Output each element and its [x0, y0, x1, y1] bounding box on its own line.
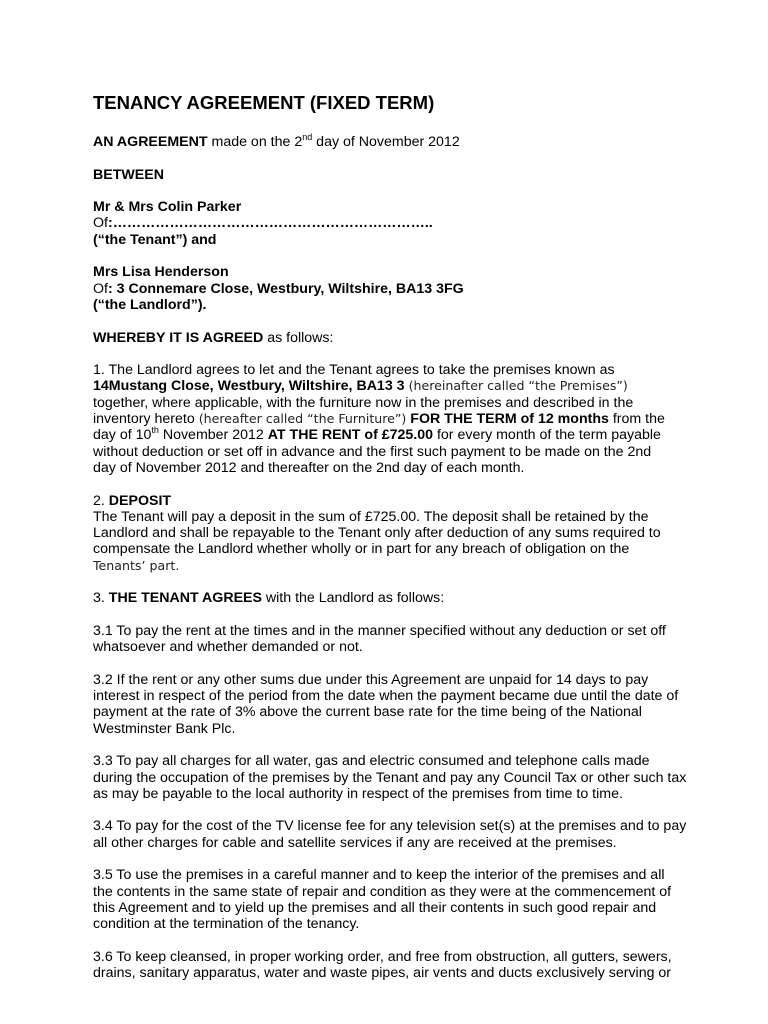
- whereby-clause: WHEREBY IT IS AGREED as follows:: [93, 329, 334, 346]
- document-title: TENANCY AGREEMENT (FIXED TERM): [93, 92, 435, 113]
- intro-sup: nd: [302, 132, 313, 142]
- between-heading: BETWEEN: [93, 166, 164, 183]
- tenant-block: [93, 199, 688, 248]
- landlord-address: : 3 Connemare Close, Westbury, Wiltshire, BA13 3FG: [107, 280, 464, 297]
- intro-text: made on the 2: [207, 134, 303, 150]
- landlord-of-label: Of: [93, 280, 108, 297]
- clause-3-6: 3.6 To keep cleansed, in proper working order, and free from obstruction, all gutters, sewers, drains, sanitary apparatus, water and waste pipes, air vents and ducts exclusively serving or: [93, 948, 672, 982]
- landlord-block: [93, 264, 688, 313]
- tenant-agrees-heading: THE TENANT AGREES: [108, 590, 262, 607]
- agreement-intro: [93, 134, 688, 150]
- deposit-heading: DEPOSIT: [108, 492, 172, 509]
- clause-3: 3. THE TENANT AGREES with the Landlord as follows:: [93, 590, 445, 607]
- tenant-address: :…………………………………………………………..: [107, 215, 433, 232]
- tenant-of-label: Of: [93, 215, 108, 232]
- clause-3-3: 3.3 To pay all charges for all water, gas and electric consumed and telephone calls made during the occupation of the premises by the Tenant and pay any Council Tax or other such tax as may be payable to the local authority in respect of the premises from time to time.: [93, 753, 687, 802]
- rent-amount: AT THE RENT of £725.00: [267, 427, 434, 444]
- clause-3-2: 3.2 If the rent or any other sums due under this Agreement are unpaid for 14 days to pay interest in respect of the period from the date when the payment became due until the date of payment at the rate of 3% above the current base rate for the time being of the National Westminster Bank Plc.: [93, 671, 679, 737]
- term-length: FOR THE TERM of 12 months: [406, 411, 609, 428]
- tenant-name: Mr & Mrs Colin Parker: [93, 199, 242, 216]
- intro-label: AN AGREEMENT: [93, 134, 208, 150]
- clause-3-5: 3.5 To use the premises in a careful manner and to keep the interior of the premises and all the contents in the same state of repair and condition as they were at the commencement of this Agreement and to yield up the premises and all their contents in such good repair and condition at the termination of the tenancy.: [93, 867, 672, 933]
- clause-3-4: 3.4 To pay for the cost of the TV license fee for any television set(s) at the premises and to pay all other charges for cable and satellite services if any are received at the premises.: [93, 818, 687, 851]
- tenant-role: (“the Tenant”) and: [93, 231, 217, 248]
- premises-address: 14Mustang Close, Westbury, Wiltshire, BA13 3: [93, 378, 405, 395]
- landlord-name: Mrs Lisa Henderson: [93, 264, 229, 281]
- intro-text-end: day of November 2012: [312, 134, 460, 150]
- clause-3-1: 3.1 To pay the rent at the times and in the manner specified without any deduction or set off whatsoever and whether demanded or not.: [93, 622, 666, 656]
- deposit-text: The Tenant will pay a deposit in the sum of £725.00. The deposit shall be retained by the Landlord and shall be repayable to the Tenant only after deduction of any sums required to compensate the Landlord whether wholly or in part for any breach of obligation on the: [93, 508, 661, 558]
- landlord-role: (“the Landlord”).: [93, 296, 207, 313]
- clause-1: 1. The Landlord agrees to let and the Tenant agrees to take the premises known as 14Mustang Close, Westbury, Wiltshire, BA13 3 (hereinafter called “the Premises”) together, where applicable, with the furniture now in the premises and described in the inventory hereto (hereafter called “the Furniture”) FOR THE TERM of 12 months from the day of 10th November 2012 AT THE RENT of £725.00 for every month of the term payable without deduction or set off in advance and the first such payment to be made on the 2nd day of November 2012 and thereafter on the 2nd day of each month.: [93, 362, 665, 476]
- clause-2-deposit: 2. DEPOSIT The Tenant will pay a deposit in the sum of £725.00. The deposit shall be retained by the Landlord and shall be repayable to the Tenant only after deduction of any sums required to compensate the Landlord whether wholly or in part for any breach of obligation on the Tenants’ part.: [93, 493, 688, 574]
